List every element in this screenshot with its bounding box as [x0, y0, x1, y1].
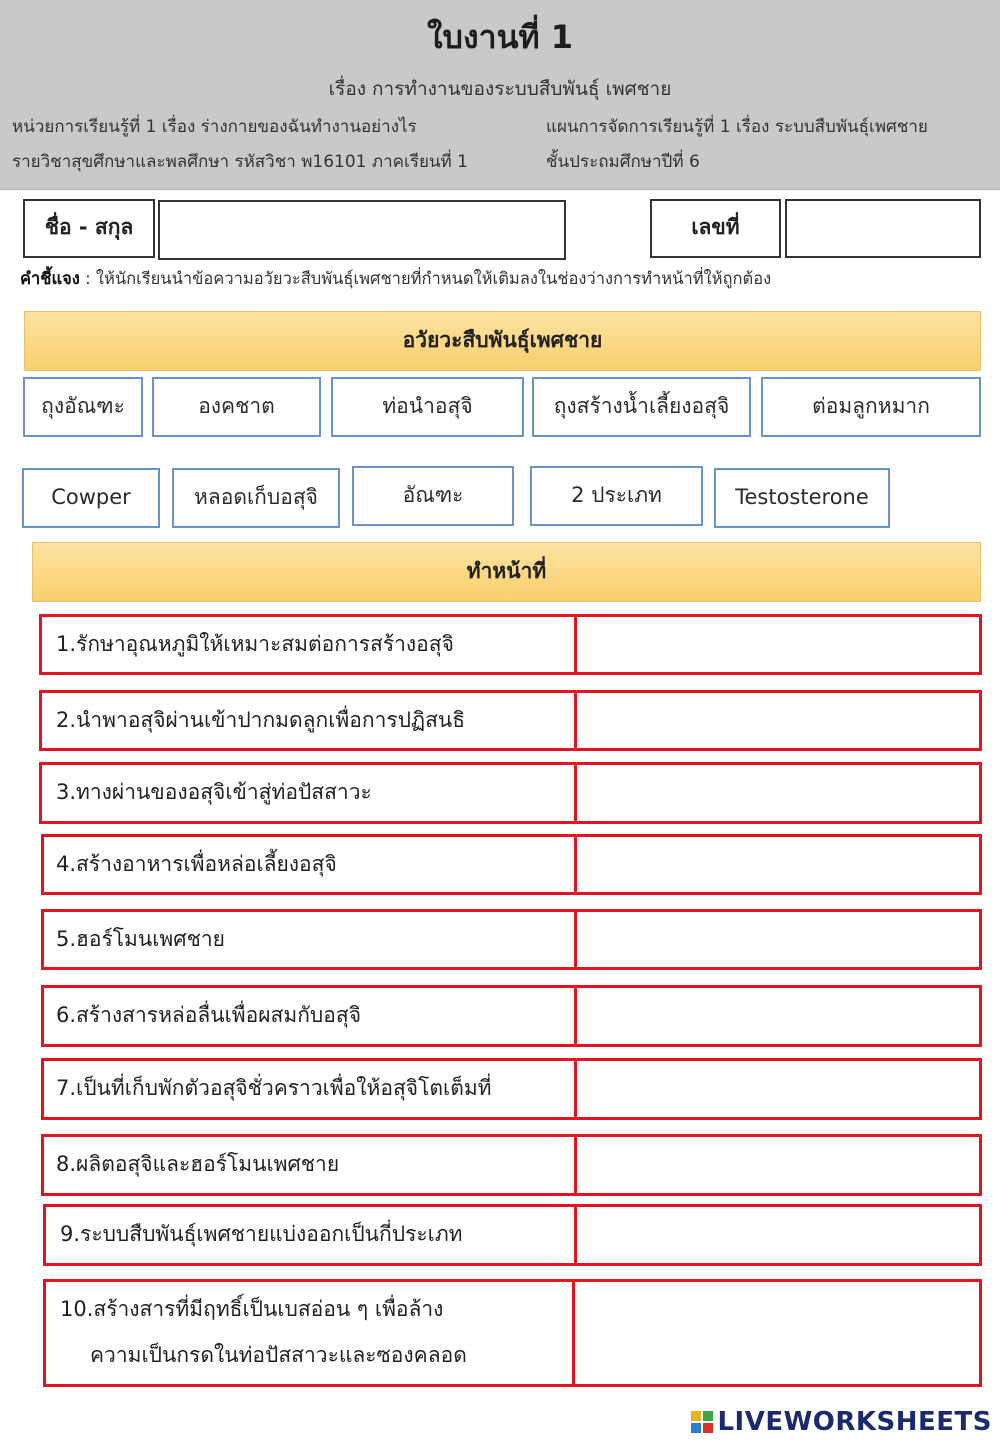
grade-level: ชั้นประถมศึกษาปีที่ 6 — [546, 152, 700, 172]
name-input[interactable] — [158, 200, 566, 260]
answer-drop-zone[interactable] — [574, 1207, 979, 1263]
question-row — [39, 614, 982, 675]
liveworksheets-mark-icon — [691, 1410, 713, 1432]
answer-drop-zone[interactable] — [574, 988, 979, 1044]
word-card[interactable]: ท่อนำอสุจิ — [331, 377, 524, 437]
worksheet-title: ใบงานที่ 1 — [427, 18, 573, 56]
question-text: 8.ผลิตอสุจิและฮอร์โมนเพศชาย — [56, 1152, 340, 1176]
question-row — [41, 1058, 982, 1120]
answer-drop-zone[interactable] — [574, 617, 979, 672]
liveworksheets-logo — [691, 1407, 992, 1437]
answer-drop-zone[interactable] — [574, 693, 979, 748]
question-text: 2.นำพาอสุจิผ่านเข้าปากมดลูกเพื่อการปฏิสนธิ — [56, 708, 466, 732]
word-card[interactable]: องคชาต — [152, 377, 321, 437]
question-text: 10.สร้างสารที่มีฤทธิ์เป็นเบสอ่อน ๆ เพื่อล้าง — [60, 1297, 444, 1321]
word-card[interactable]: ต่อมลูกหมาก — [761, 377, 981, 437]
answer-drop-zone[interactable] — [574, 912, 979, 967]
answer-drop-zone[interactable] — [574, 837, 979, 892]
question-text: 6.สร้างสารหล่อลื่นเพื่อผสมกับอสุจิ — [56, 1003, 361, 1027]
learning-unit: หน่วยการเรียนรู้ที่ 1 เรื่อง ร่างกายของฉันทำงานอย่างไร — [12, 117, 417, 137]
question-row — [39, 762, 982, 824]
question-row — [43, 1279, 982, 1387]
question-row — [41, 985, 982, 1047]
question-text: 5.ฮอร์โมนเพศชาย — [56, 927, 225, 951]
answer-drop-zone[interactable] — [574, 1061, 979, 1117]
function-heading: ทำหน้าที่ — [32, 542, 981, 602]
word-card[interactable]: หลอดเก็บอสุจิ — [172, 468, 340, 528]
worksheet-header — [0, 0, 1000, 190]
word-card[interactable]: 2 ประเภท — [530, 466, 703, 526]
question-row — [41, 909, 982, 970]
question-row — [39, 690, 982, 751]
answer-drop-zone[interactable] — [574, 765, 979, 821]
organs-heading: อวัยวะสืบพันธุ์เพศชาย — [24, 311, 981, 371]
word-card[interactable]: ถุงสร้างน้ำเลี้ยงอสุจิ — [532, 377, 751, 437]
word-card[interactable]: ถุงอัณฑะ — [23, 377, 143, 437]
number-label: เลขที่ — [650, 199, 781, 258]
question-text: 7.เป็นที่เก็บพักตัวอสุจิชั่วคราวเพื่อให้อสุจิโตเต็มที่ — [56, 1076, 492, 1100]
course-info: รายวิชาสุขศึกษาและพลศึกษา รหัสวิชา พ16101 ภาคเรียนที่ 1 — [12, 152, 468, 172]
word-card[interactable]: Cowper — [22, 468, 160, 528]
instructions — [20, 266, 985, 292]
instructions-label: คำชี้แจง — [20, 269, 80, 288]
question-row — [41, 834, 982, 895]
instructions-text: : ให้นักเรียนนำข้อความอวัยวะสืบพันธุ์เพศชายที่กำหนดให้เติมลงในช่องว่างการทำหน้าที่ให้ถูกต้อง — [79, 269, 772, 288]
word-card[interactable]: อัณฑะ — [352, 466, 514, 526]
question-text: 3.ทางผ่านของอสุจิเข้าสู่ท่อปัสสาวะ — [56, 780, 372, 804]
question-text: 1.รักษาอุณหภูมิให้เหมาะสมต่อการสร้างอสุจิ — [56, 632, 454, 656]
question-text: 4.สร้างอาหารเพื่อหล่อเลี้ยงอสุจิ — [56, 852, 337, 876]
question-text: 9.ระบบสืบพันธุ์เพศชายแบ่งออกเป็นกี่ประเภท — [60, 1222, 463, 1246]
number-input[interactable] — [785, 199, 981, 258]
word-card[interactable]: Testosterone — [714, 468, 890, 528]
name-label: ชื่อ - สกุล — [23, 199, 155, 258]
question-text-continued: ความเป็นกรดในท่อปัสสาวะและซองคลอด — [90, 1343, 467, 1367]
answer-drop-zone[interactable] — [574, 1137, 979, 1193]
liveworksheets-wordmark: LIVEWORKSHEETS — [717, 1407, 992, 1437]
lesson-plan: แผนการจัดการเรียนรู้ที่ 1 เรื่อง ระบบสืบพันธุ์เพศชาย — [546, 117, 928, 137]
question-row — [43, 1204, 982, 1266]
answer-drop-zone[interactable] — [572, 1282, 979, 1384]
question-row — [41, 1134, 982, 1196]
worksheet-subject: เรื่อง การทำงานของระบบสืบพันธุ์ เพศชาย — [328, 78, 672, 100]
